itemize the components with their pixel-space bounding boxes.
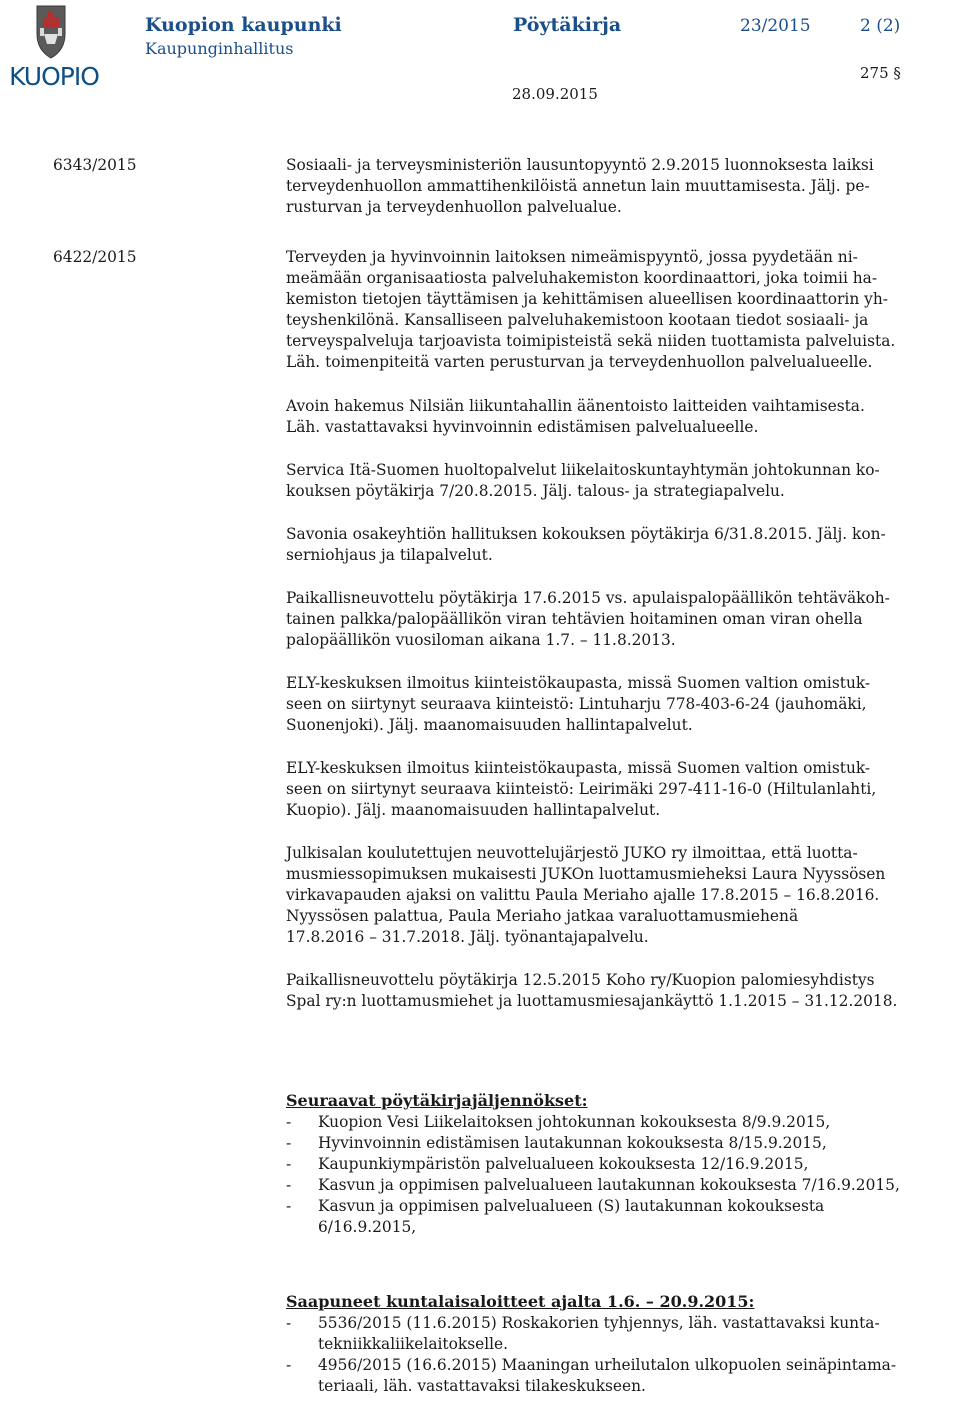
list-item-text: 5536/2015 (11.6.2015) Roskakorien tyhjennys, läh. vastattavaksi kunta- <box>318 1314 880 1332</box>
section-title: Saapuneet kuntalaisaloitteet ajalta 1.6. – 20.9.2015: <box>286 1292 755 1311</box>
meeting-date: 28.09.2015 <box>512 85 598 103</box>
list-item-text: Kaupunkiympäristön palvelualueen kokouksesta 12/16.9.2015, <box>318 1155 809 1173</box>
text-line: Savonia osakeyhtiön hallituksen kokouksen pöytäkirja 6/31.8.2015. Jälj. kon- <box>286 525 886 543</box>
document-header <box>0 0 960 110</box>
text-line: kouksen pöytäkirja 7/20.8.2015. Jälj. talous- ja strategiapalvelu. <box>286 482 785 500</box>
text-line: seen on siirtynyt seuraava kiinteistö: Leirimäki 297-411-16-0 (Hiltulanlahti, <box>286 780 877 798</box>
text-line: 17.8.2016 – 31.7.2018. Jälj. työnantajapalvelu. <box>286 928 649 946</box>
paragraph <box>286 396 956 438</box>
list-item-text: 6/16.9.2015, <box>318 1218 417 1236</box>
list-item: - Hyvinvoinnin edistämisen lautakunnan kokouksesta 8/15.9.2015, <box>286 1134 827 1152</box>
document-number: 23/2015 <box>740 16 811 36</box>
text-line: palopäällikön vuosiloman aikana 1.7. – 11.8.2013. <box>286 631 676 649</box>
paragraph <box>286 460 956 502</box>
list-item-text: Kasvun ja oppimisen palvelualueen lautakunnan kokouksesta 7/16.9.2015, <box>318 1176 900 1194</box>
coat-of-arms-icon <box>37 6 65 58</box>
text-line: ELY-keskuksen ilmoitus kiinteistökaupasta, missä Suomen valtion omistuk- <box>286 674 871 692</box>
text-line: Läh. toimenpiteitä varten perusturvan ja terveydenhuollon palvelualueelle. <box>286 353 873 371</box>
list-item-text: Hyvinvoinnin edistämisen lautakunnan kokouksesta 8/15.9.2015, <box>318 1134 827 1152</box>
list-item: - Kasvun ja oppimisen palvelualueen lautakunnan kokouksesta 7/16.9.2015, <box>286 1176 900 1194</box>
text-line: Julkisalan koulutettujen neuvottelujärjestö JUKO ry ilmoittaa, että luotta- <box>286 844 858 862</box>
page-number: 2 (2) <box>860 16 901 36</box>
document-type: Pöytäkirja <box>513 14 622 36</box>
text-line: virkavapauden ajaksi on valittu Paula Meriaho ajalle 17.8.2015 – 16.8.2016. <box>286 886 880 904</box>
entry-text <box>286 247 956 1033</box>
paragraph <box>286 524 956 566</box>
list-item-text: Kasvun ja oppimisen palvelualueen (S) lautakunnan kokouksesta <box>318 1197 825 1215</box>
paragraph <box>286 843 956 948</box>
text-line: musmiessopimuksen mukaisesti JUKOn luottamusmieheksi Laura Nyyssösen <box>286 865 886 883</box>
text-line: seen on siirtynyt seuraava kiinteistö: Lintuharju 778-403-6-24 (jauhomäki, <box>286 695 867 713</box>
list-item-text: Kuopion Vesi Liikelaitoksen johtokunnan kokouksesta 8/9.9.2015, <box>318 1113 831 1131</box>
text-line: kemiston tietojen täyttämisen ja kehittämisen alueellisen koordinaattorin yh- <box>286 290 888 308</box>
text-line: Servica Itä-Suomen huoltopalvelut liikelaitoskuntayhtymän johtokunnan ko- <box>286 461 880 479</box>
text-line: Kuopio). Jälj. maanomaisuuden hallintapalvelut. <box>286 801 661 819</box>
list-item-text: teriaali, läh. vastattavaksi tilakeskukseen. <box>318 1377 646 1395</box>
list-item: - Kasvun ja oppimisen palvelualueen (S) lautakunnan kokouksesta 6/16.9.2015, <box>286 1197 825 1236</box>
section-body <box>286 1291 956 1397</box>
text-line: Paikallisneuvottelu pöytäkirja 12.5.2015 Koho ry/Kuopion palomiesyhdistys <box>286 971 875 989</box>
text-line: rusturvan ja terveydenhuollon palvelualue. <box>286 198 622 216</box>
paragraph <box>286 758 956 821</box>
text-line: Spal ry:n luottamusmiehet ja luottamusmiesajankäyttö 1.1.2015 – 31.12.2018. <box>286 992 898 1010</box>
text-line: terveydenhuollon ammattihenkilöistä annetun lain muuttamisesta. Jälj. pe- <box>286 177 870 195</box>
text-line: Terveyden ja hyvinvoinnin laitoksen nimeämispyyntö, jossa pyydetään ni- <box>286 248 858 266</box>
entry-reference: 6422/2015 <box>53 248 137 266</box>
text-line: tainen palkka/palopäällikön viran tehtävien hoitaminen oman viran ohella <box>286 610 863 628</box>
list-item: - 4956/2015 (16.6.2015) Maaningan urheilutalon ulkopuolen seinäpintama- teriaali, läh. vastattavaksi tilakeskukseen. <box>286 1356 897 1395</box>
text-line: Suonenjoki). Jälj. maanomaisuuden hallintapalvelut. <box>286 716 693 734</box>
section-body <box>286 1090 956 1238</box>
text-line: Läh. vastattavaksi hyvinvoinnin edistämisen palvelualueelle. <box>286 418 759 436</box>
list-item-text: tekniikkaliikelaitokselle. <box>318 1335 509 1353</box>
unit-name: Kaupunginhallitus <box>145 39 294 58</box>
text-line: ELY-keskuksen ilmoitus kiinteistökaupasta, missä Suomen valtion omistuk- <box>286 759 871 777</box>
logo-text: KUOPIO <box>9 62 99 91</box>
paragraph <box>286 673 956 736</box>
minutes-list <box>286 1112 956 1238</box>
entry-text <box>286 155 956 239</box>
text-line: serniohjaus ja tilapalvelut. <box>286 546 493 564</box>
list-item: - Kuopion Vesi Liikelaitoksen johtokunnan kokouksesta 8/9.9.2015, <box>286 1113 831 1131</box>
kuopio-logo <box>4 4 98 94</box>
paragraph <box>286 155 956 218</box>
paragraph <box>286 247 956 373</box>
text-line: Avoin hakemus Nilsiän liikuntahallin äänentoisto laitteiden vaihtamisesta. <box>286 397 865 415</box>
text-line: meämään organisaatiosta palveluhakemiston koordinaattori, joka toimii ha- <box>286 269 878 287</box>
text-line: Paikallisneuvottelu pöytäkirja 17.6.2015 vs. apulaispalopäällikön tehtäväkoh- <box>286 589 890 607</box>
text-line: terveyspalveluja tarjoavista toimipisteistä sekä niiden tuottamista palveluista. <box>286 332 896 350</box>
paragraph <box>286 970 956 1012</box>
section-title: Seuraavat pöytäkirjajäljennökset: <box>286 1091 588 1110</box>
entry-reference: 6343/2015 <box>53 156 137 174</box>
text-line: Sosiaali- ja terveysministeriön lausuntopyyntö 2.9.2015 luonnoksesta laiksi <box>286 156 874 174</box>
section-number: 275 § <box>860 64 901 82</box>
list-item: - Kaupunkiympäristön palvelualueen kokouksesta 12/16.9.2015, <box>286 1155 809 1173</box>
list-item: - 5536/2015 (11.6.2015) Roskakorien tyhjennys, läh. vastattavaksi kunta- tekniikkaliikelaitokselle. <box>286 1314 880 1353</box>
text-line: teyshenkilönä. Kansalliseen palveluhakemistoon kootaan tiedot sosiaali- ja <box>286 311 869 329</box>
list-item-text: 4956/2015 (16.6.2015) Maaningan urheilutalon ulkopuolen seinäpintama- <box>318 1356 897 1374</box>
organization-name: Kuopion kaupunki <box>145 14 342 36</box>
initiatives-list <box>286 1313 956 1397</box>
text-line: Nyyssösen palattua, Paula Meriaho jatkaa varaluottamusmiehenä <box>286 907 799 925</box>
paragraph <box>286 588 956 651</box>
